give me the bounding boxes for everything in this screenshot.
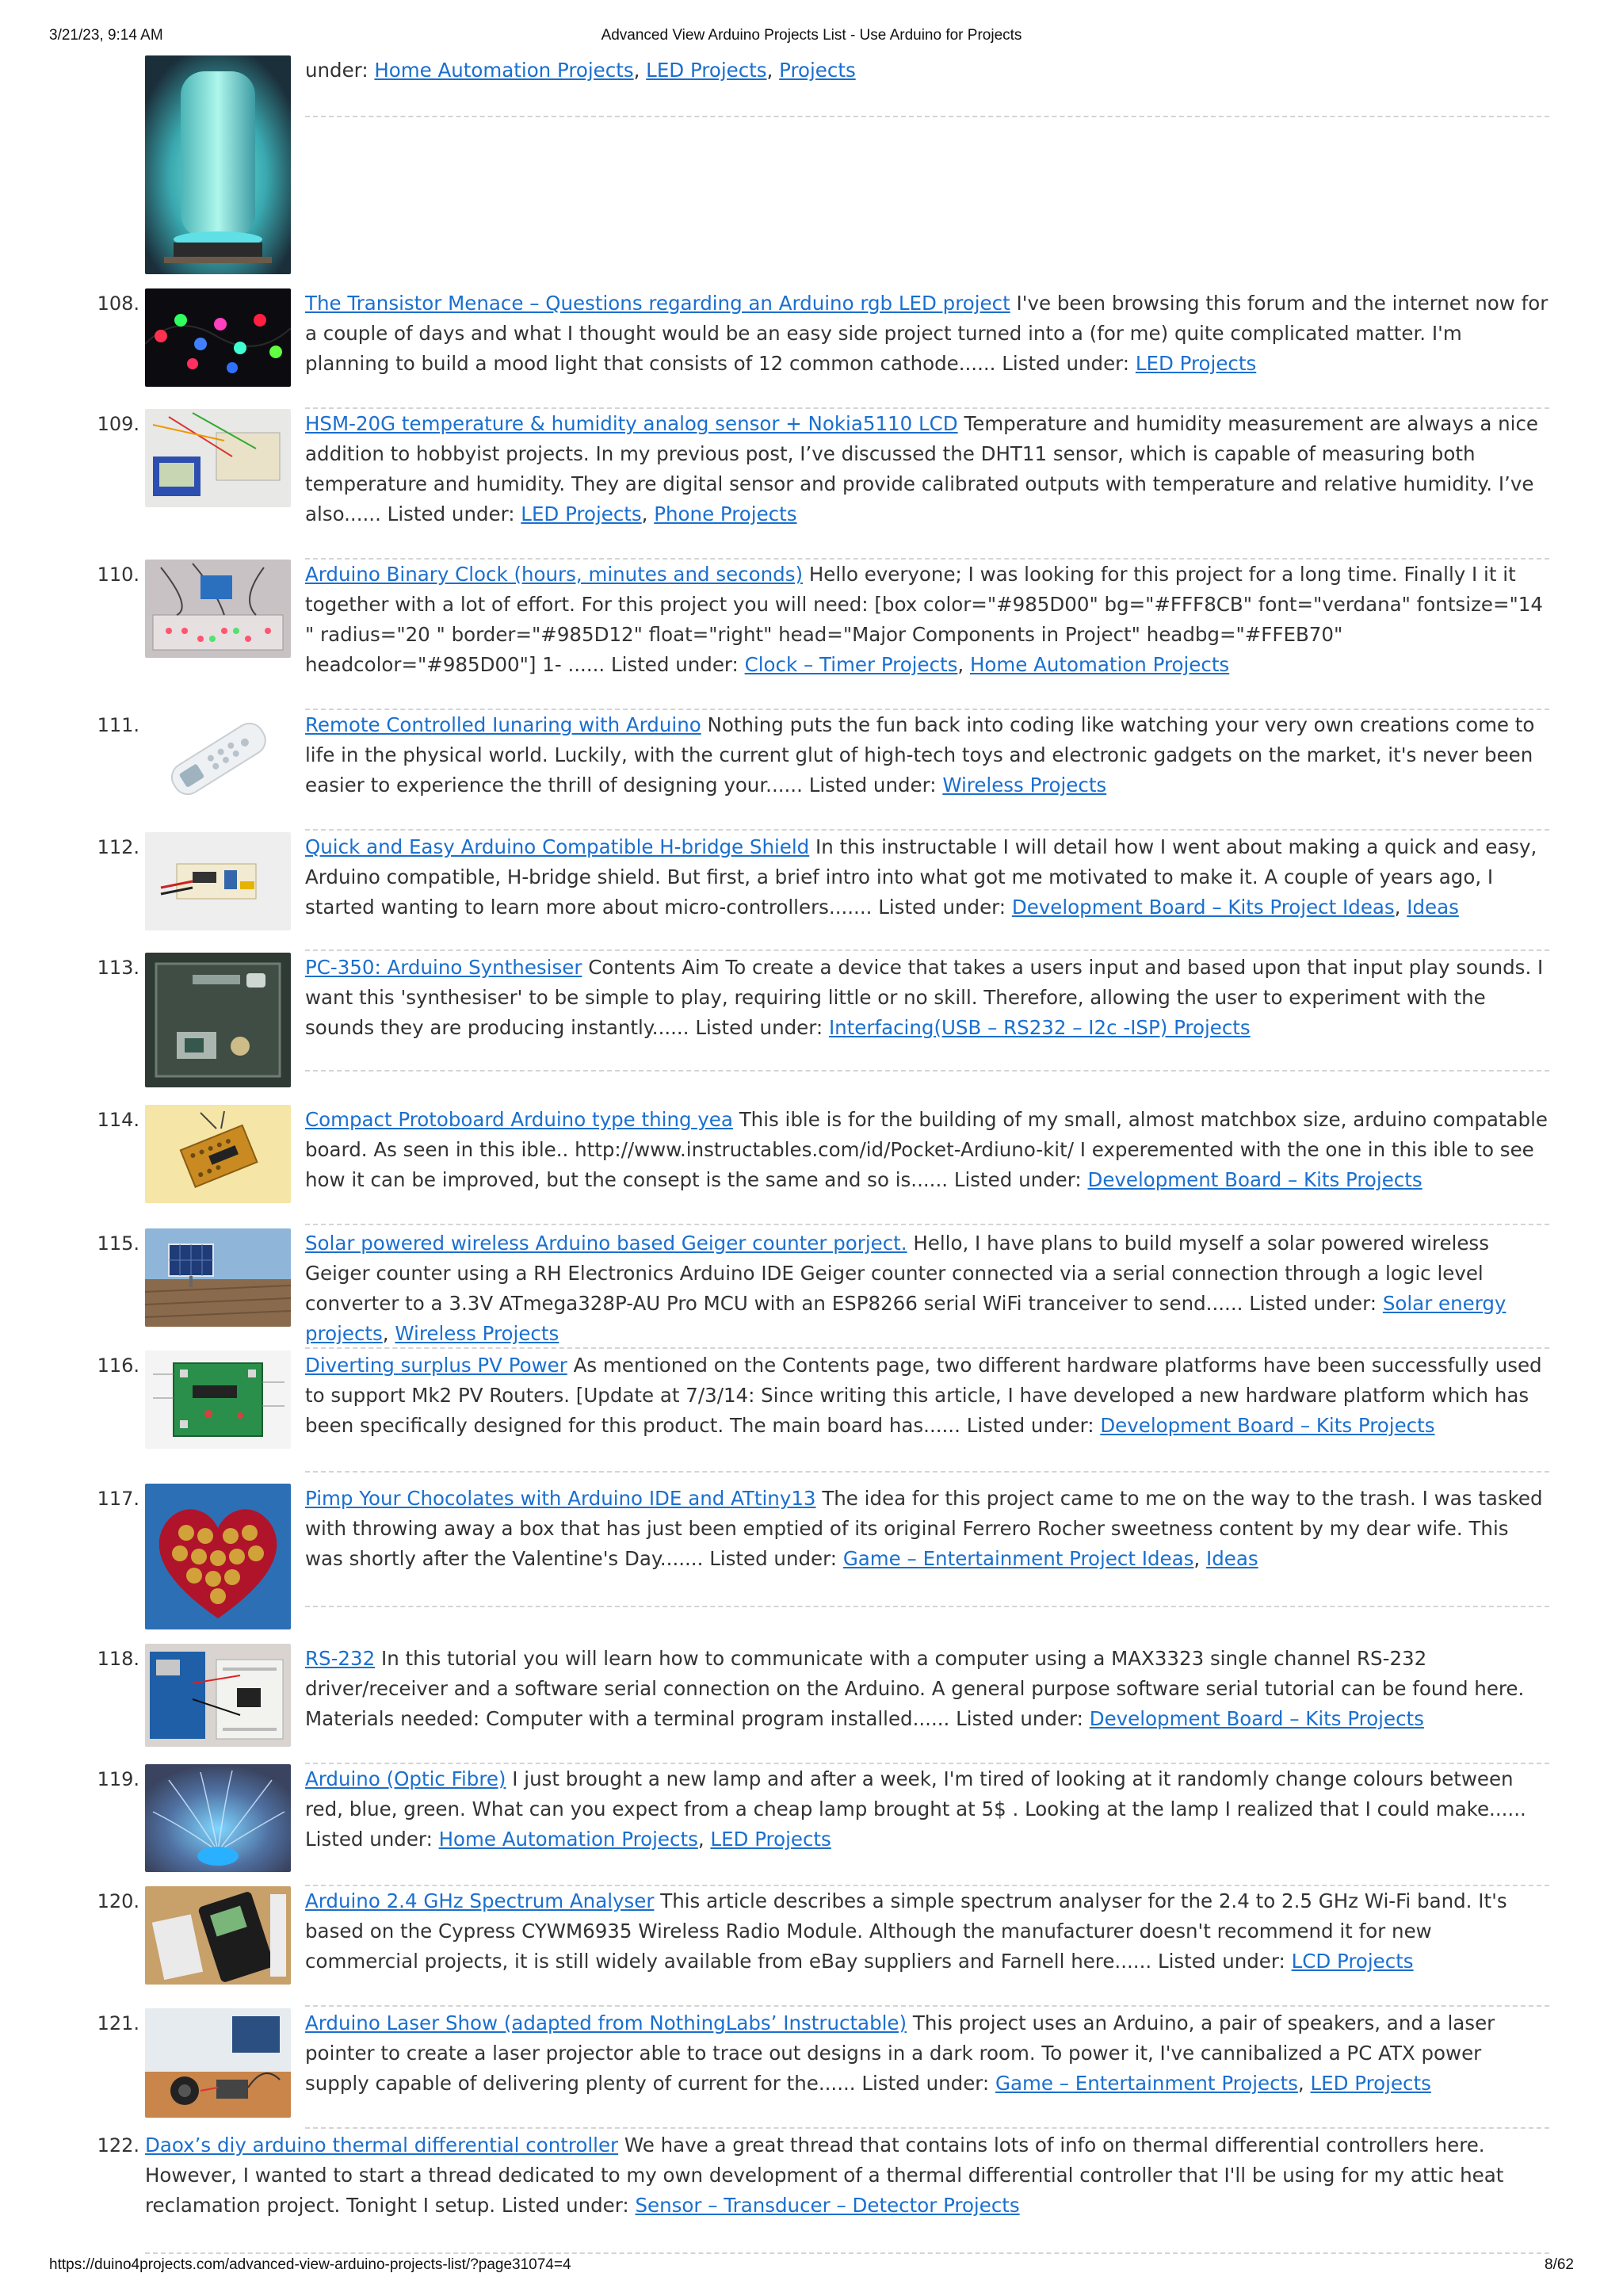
project-title-link[interactable]: Arduino Laser Show (adapted from NothingLabs’ Instructable) <box>305 2011 907 2034</box>
project-description: Hello everyone; I was looking for this project for a long time. Finally I it it together with a lot of effort. For this project you will need: [box color="#985D00" bg="#FFF8CB" font="verdana" fontsize="14 " radius="20 " border="#985D12" float="right" head="Major Components in Project" headbg="#FFEB70" headcolor="#985D00"] 1- ...... <box>305 563 1543 676</box>
project-title-link[interactable]: RS-232 <box>305 1647 376 1670</box>
category-link[interactable]: Ideas <box>1407 896 1459 919</box>
print-url: https://duino4projects.com/advanced-view-arduino-projects-list/?page31074=4 <box>49 2256 571 2273</box>
separator <box>305 829 1549 831</box>
category-link[interactable]: LED Projects <box>1310 2072 1431 2095</box>
entry-text <box>305 288 1549 379</box>
project-title-link[interactable]: Solar powered wireless Arduino based Geiger counter porject. <box>305 1232 907 1255</box>
entry-text <box>305 1886 1549 1977</box>
entry-text: Pimp Your Chocolates with Arduino IDE and ATtiny13 The idea for this project came to me on the way to the trash. I was tasked with throwing away a box that has just been emptied of its original Ferrero Rocher sweetness content by my dear wife. This was shortly after the Valentine's Day....... Listed under: Game – Entertainment Project Ideas, Ideas <box>305 1487 1543 1570</box>
project-description: Hello, I have plans to build myself a solar powered wireless Geiger counter using a RH Electronics Arduino IDE Geiger counter connected via a serial connection through a logic level converter to a 3.3V ATmega328P-AU Pro MCU with an ESP8266 serial WiFi tranceiver to send...... <box>305 1232 1489 1315</box>
project-title-link[interactable]: HSM-20G temperature & humidity analog sensor + Nokia5110 LCD <box>305 412 958 435</box>
entry-text: Quick and Easy Arduino Compatible H-bridge Shield In this instructable I will detail how I went about making a quick and easy, Arduino compatible, H-bridge shield. But first, a brief intro into what got me motivated to make it. A couple of years ago, I started wanting to learn more about micro-controllers....... Listed under: Development Board – Kits Project Ideas, Ideas <box>305 835 1537 919</box>
thumbnail-sensor-lcd[interactable] <box>145 409 291 507</box>
print-page-number: 8/62 <box>1545 2256 1574 2273</box>
category-link[interactable]: Wireless Projects <box>942 774 1107 797</box>
thumbnail-lamp[interactable] <box>145 55 291 274</box>
separator <box>305 1347 1549 1349</box>
item-number: 114. <box>97 1109 139 1131</box>
print-page-title: Advanced View Arduino Projects List - Use Arduino for Projects <box>601 27 1022 44</box>
listed-under-prefix: under: <box>305 59 369 82</box>
item-number: 118. <box>97 1648 139 1670</box>
entry-text: Solar powered wireless Arduino based Geiger counter porject. Hello, I have plans to build myself a solar powered wireless Geiger counter using a RH Electronics Arduino IDE Geiger counter connected via a serial connection through a logic level converter to a 3.3V ATmega328P-AU Pro MCU with an ESP8266 serial WiFi tranceiver to send...... Listed under: Solar energy projects, Wireless Projects <box>305 1232 1507 1345</box>
item-number: 109. <box>97 413 139 435</box>
entry-text: Arduino (Optic Fibre) I just brought a new lamp and after a week, I'm tired of looking at it randomly change colours between red, blue, green. What can you expect from a cheap lamp brought at 5$ . Looking at the lamp I realized that I could make...... Listed under: Home Automation Projects, LED Projects <box>305 1767 1526 1851</box>
category-link[interactable]: Wireless Projects <box>395 1322 559 1345</box>
item-number: 115. <box>97 1232 139 1255</box>
project-title-link[interactable]: Quick and Easy Arduino Compatible H-bridge Shield <box>305 835 810 858</box>
category-link[interactable]: Phone Projects <box>654 502 797 525</box>
separator <box>145 2252 1549 2254</box>
thumbnail-protoboard[interactable] <box>145 1105 291 1203</box>
project-title-link[interactable]: Arduino Binary Clock (hours, minutes and seconds) <box>305 563 804 586</box>
category-link[interactable]: Home Automation Projects <box>374 59 634 82</box>
entry-text <box>305 1105 1549 1195</box>
listed-under-label: Listed under: <box>305 1828 433 1851</box>
category-link[interactable]: Solar energy projects <box>305 1292 1507 1345</box>
item-number: 113. <box>97 957 139 979</box>
separator <box>305 1224 1549 1225</box>
thumbnail-remote-control[interactable] <box>145 710 291 808</box>
project-title-link[interactable]: Daox’s diy arduino thermal differential controller <box>145 2134 619 2157</box>
entry-text: HSM-20G temperature & humidity analog sensor + Nokia5110 LCD Temperature and humidity measurement are always a nice addition to hobbyist projects. In my previous post, I’ve discussed the DHT11 sensor, which is capable of measuring both temperature and humidity. They are digital sensor and provide calibrated outputs with temperature and relative humidity. I’ve also...... Listed under: LED Projects, Phone Projects <box>305 412 1539 525</box>
separator <box>305 1070 1549 1072</box>
project-title-link[interactable]: Remote Controlled Iunaring with Arduino <box>305 713 701 736</box>
thumbnail-chocolate-box[interactable] <box>145 1484 291 1629</box>
project-description: I've been browsing this forum and the internet now for a couple of days and what I thought would be an easy side project turned into a (for me) quite complicated matter. I'm planning to build a mood light that consists of 12 common cathode...... <box>305 292 1549 375</box>
project-description: This article describes a simple spectrum analyser for the 2.4 to 2.5 GHz Wi-Fi band. It's based on the Cypress CYWM6935 Wireless Radio Module. Although the manufacturer doesn't recommend it for new commercial projects, it is still widely available from eBay suppliers and Farnell here...... <box>305 1889 1507 1973</box>
entry-text: under: Home Automation Projects, LED Projects, Projects <box>305 59 856 82</box>
item-number: 116. <box>97 1354 139 1377</box>
listed-under-label: Listed under: <box>953 1168 1082 1191</box>
project-description: In this instructable I will detail how I went about making a quick and easy, Arduino compatible, H-bridge shield. But first, a brief intro into what got me motivated to make it. A couple of years ago, I started wanting to learn more about micro-controllers....... <box>305 835 1537 919</box>
entry-text <box>305 710 1549 800</box>
category-link[interactable]: LED Projects <box>1135 352 1257 375</box>
project-description: The idea for this project came to me on the way to the trash. I was tasked with throwing away a box that has just been emptied of its original Ferrero Rocher sweetness content by my dear wife. This was shortly after the Valentine's Day....... <box>305 1487 1543 1570</box>
project-title-link[interactable]: Arduino 2.4 GHz Spectrum Analyser <box>305 1889 655 1912</box>
listed-under-label: Listed under: <box>610 653 739 676</box>
item-number: 110. <box>97 563 139 586</box>
listed-under-label: Listed under: <box>501 2194 629 2217</box>
listed-under-label: Listed under: <box>966 1414 1094 1437</box>
category-link[interactable]: LED Projects <box>646 59 767 82</box>
category-link[interactable]: Sensor – Transducer – Detector Projects <box>635 2194 1020 2217</box>
category-link[interactable]: Clock – Timer Projects <box>744 653 958 676</box>
item-number: 122. <box>97 2134 139 2157</box>
thumbnail-h-bridge-shield[interactable] <box>145 832 291 930</box>
item-number: 120. <box>97 1890 139 1912</box>
project-title-link[interactable]: Compact Protoboard Arduino type thing yea <box>305 1108 733 1131</box>
listed-under-label: Listed under: <box>709 1547 838 1570</box>
entry-text <box>145 2130 1549 2221</box>
separator <box>305 1606 1549 1607</box>
project-description: Temperature and humidity measurement are always a nice addition to hobbyist projects. In my previous post, I’ve discussed the DHT11 sensor, which is capable of measuring both temperature and humidity. They are digital sensor and provide calibrated outputs with temperature and relative humidity. I’ve also...... <box>305 412 1539 525</box>
thumbnail-rs232-breadboard[interactable] <box>145 1644 291 1747</box>
item-number: 112. <box>97 836 139 858</box>
category-link[interactable]: Development Board – Kits Projects <box>1100 1414 1435 1437</box>
category-link[interactable]: Development Board – Kits Project Ideas <box>1011 896 1395 919</box>
thumbnail-solar-panel[interactable] <box>145 1228 291 1327</box>
listed-under-label: Listed under: <box>878 896 1006 919</box>
item-number: 119. <box>97 1768 139 1790</box>
separator <box>305 2005 1549 2007</box>
item-number: 117. <box>97 1488 139 1510</box>
listed-under-label: Listed under: <box>861 2072 990 2095</box>
project-description: As mentioned on the Contents page, two different hardware platforms have been successfully used to support Mk2 PV Routers. [Update at 7/3/14: Since writing this article, I have developed a new hardware platform which has been specifically designed for this product. The main board has...... <box>305 1354 1542 1437</box>
project-description: Nothing puts the fun back into coding like watching your very own creations come to life in the physical world. Luckily, with the current glut of high-tech toys and electronic gadgets on the market, it's never been easier to experience the thrill of designing your...... <box>305 713 1535 797</box>
listed-under-label: Listed under: <box>695 1016 823 1039</box>
category-link[interactable]: Development Board – Kits Projects <box>1089 1707 1424 1730</box>
project-description: Contents Aim To create a device that takes a users input and based upon that input play sounds. I want this 'synthesiser' to be simple to play, requiring little or no skill. Therefore, allowing the user to experiment with the sounds they are producing instantly...... <box>305 956 1544 1039</box>
print-footer <box>49 2256 1574 2279</box>
category-link[interactable]: Interfacing(USB – RS232 – I2c -ISP) Projects <box>828 1016 1251 1039</box>
thumbnail-binary-clock[interactable] <box>145 560 291 658</box>
thumbnail-led-lights[interactable] <box>145 288 291 387</box>
project-title-link[interactable]: Arduino (Optic Fibre) <box>305 1767 506 1790</box>
listed-under-label: Listed under: <box>387 502 515 525</box>
project-description: I just brought a new lamp and after a week, I'm tired of looking at it randomly change colours between red, blue, green. What can you expect from a cheap lamp brought at 5$ . Looking at the lamp I realized that I could make...... <box>305 1767 1526 1820</box>
project-description: In this tutorial you will learn how to communicate with a computer using a MAX3323 single channel RS-232 driver/receiver and a software serial connection on the Arduino. A general purpose software serial tutorial can be found here. Materials needed: Computer with a terminal program installed...... <box>305 1647 1525 1730</box>
item-number: 108. <box>97 292 139 315</box>
project-title-link[interactable]: PC-350: Arduino Synthesiser <box>305 956 582 979</box>
category-link[interactable]: LED Projects <box>710 1828 831 1851</box>
separator <box>305 1471 1549 1473</box>
project-title-link[interactable]: Pimp Your Chocolates with Arduino IDE and ATtiny13 <box>305 1487 816 1510</box>
project-description: This ible is for the building of my small, almost matchbox size, arduino compatable board. As seen in this ible.. http://www.instructables.com/id/Pocket-Ardiuno-kit/ I experemented with the one in this ible to see how it can be improved, but the consept is the same and so is...... <box>305 1108 1548 1191</box>
category-link[interactable]: LCD Projects <box>1291 1950 1414 1973</box>
thumbnail-spectrum-analyser[interactable] <box>145 1886 291 1985</box>
category-link[interactable]: Development Board – Kits Projects <box>1087 1168 1423 1191</box>
category-link[interactable]: Home Automation Projects <box>969 653 1230 676</box>
listed-under-label: Listed under: <box>956 1707 1083 1730</box>
project-title-link[interactable]: The Transistor Menace – Questions regarding an Arduino rgb LED project <box>305 292 1010 315</box>
entry-text: Arduino Binary Clock (hours, minutes and seconds) Hello everyone; I was looking for this project for a long time. Finally I it it together with a lot of effort. For this project you will need: [box color="#985D00" bg="#FFF8CB" font="verdana" fontsize="14 " radius="20 " border="#985D12" float="right" head="Major Components in Project" headbg="#FFEB70" headcolor="#985D00"] 1- ...... Listed under: Clock – Timer Projects, Home Automation Projects <box>305 563 1543 676</box>
thumbnail-laser-show[interactable] <box>145 2008 291 2118</box>
listed-under-label: Listed under: <box>1249 1292 1377 1315</box>
category-link[interactable]: Projects <box>779 59 856 82</box>
category-link[interactable]: LED Projects <box>521 502 642 525</box>
thumbnail-pv-router-board[interactable] <box>145 1350 291 1449</box>
entry-text <box>305 953 1549 1043</box>
entry-text <box>305 1644 1549 1734</box>
listed-under-label: Listed under: <box>808 774 937 797</box>
thumbnail-synthesiser[interactable] <box>145 953 291 1087</box>
category-link[interactable]: Game – Entertainment Projects <box>995 2072 1298 2095</box>
project-title-link[interactable]: Diverting surplus PV Power <box>305 1354 567 1377</box>
entry-text <box>305 1350 1549 1441</box>
project-description: This project uses an Arduino, a pair of speakers, and a laser pointer to create a laser projector able to trace out designs in a dark room. To power it, I've cannibalized a PC ATX power supply capable of delivering plenty of current for the...... <box>305 2011 1495 2095</box>
thumbnail-optic-fibre-lamp[interactable] <box>145 1764 291 1872</box>
print-header <box>49 27 1574 49</box>
project-description: We have a great thread that contains lots of info on thermal differential controllers here. However, I wanted to start a thread dedicated to my own development of a thermal differential controller that I'll be using for my attic heat reclamation project. Tonight I setup. <box>145 2134 1504 2217</box>
category-link[interactable]: Ideas <box>1205 1547 1258 1570</box>
separator <box>305 116 1549 117</box>
category-link[interactable]: Home Automation Projects <box>438 1828 698 1851</box>
entry-text: Arduino Laser Show (adapted from NothingLabs’ Instructable) This project uses an Arduino, a pair of speakers, and a laser pointer to create a laser projector able to trace out designs in a dark room. To power it, I've cannibalized a PC ATX power supply capable of delivering plenty of current for the...... Listed under: Game – Entertainment Projects, LED Projects <box>305 2011 1495 2095</box>
separator <box>305 949 1549 951</box>
listed-under-label: Listed under: <box>1002 352 1130 375</box>
listed-under-label: Listed under: <box>1157 1950 1285 1973</box>
separator <box>305 2127 1549 2129</box>
item-number: 121. <box>97 2012 139 2034</box>
print-datetime: 3/21/23, 9:14 AM <box>49 27 163 44</box>
item-number: 111. <box>97 714 139 736</box>
category-link[interactable]: Game – Entertainment Project Ideas <box>842 1547 1194 1570</box>
